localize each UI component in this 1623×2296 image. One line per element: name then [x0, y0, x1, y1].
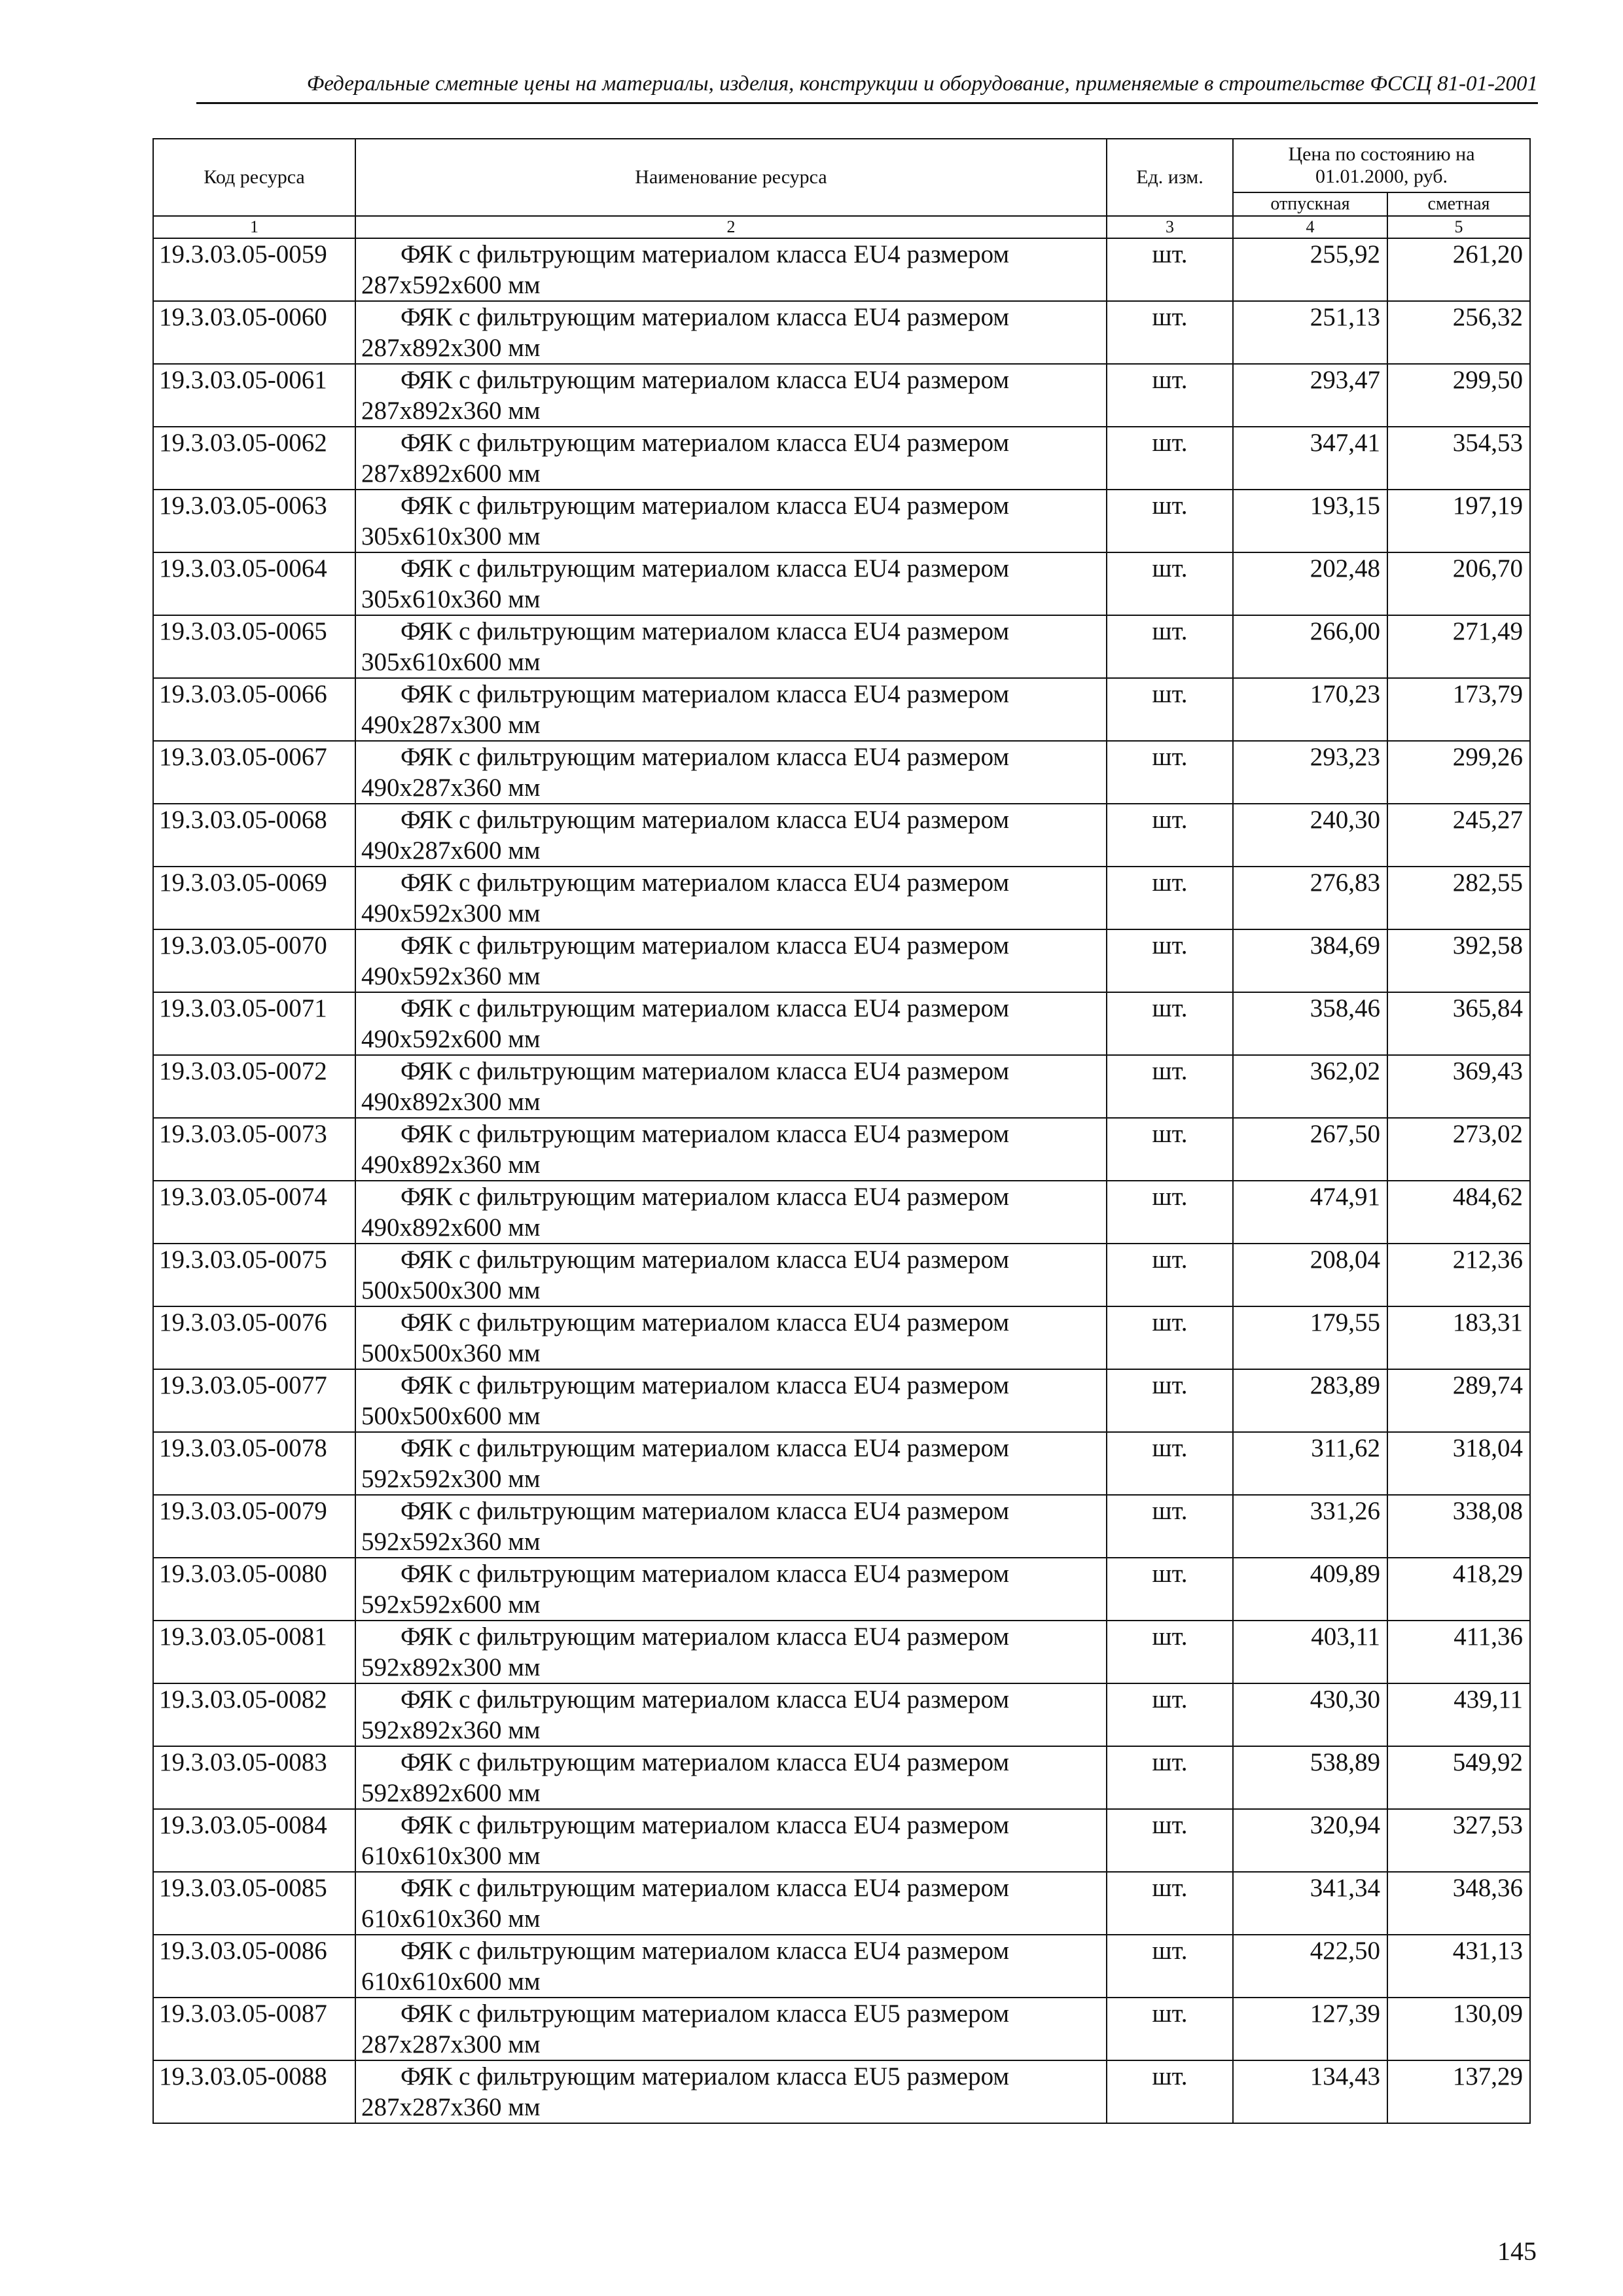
release-price: 293,47 — [1233, 364, 1387, 427]
estimate-price: 256,32 — [1387, 301, 1530, 364]
resource-name-line: ФЯК с фильтрующим материалом класса EU4 размером — [401, 994, 1010, 1022]
resource-name — [355, 364, 1107, 427]
resource-name — [355, 1244, 1107, 1306]
resource-code: 19.3.03.05-0072 — [153, 1055, 355, 1118]
resource-name — [355, 490, 1107, 552]
unit-of-measure: шт. — [1107, 1055, 1233, 1118]
release-price: 127,39 — [1233, 1998, 1387, 2060]
resource-name-line: ФЯК с фильтрующим материалом класса EU4 размером — [401, 1434, 1010, 1462]
resource-name — [355, 1872, 1107, 1935]
table-row — [153, 678, 1530, 741]
table-row — [153, 1621, 1530, 1683]
resource-name — [355, 1118, 1107, 1181]
estimate-price: 338,08 — [1387, 1495, 1530, 1558]
resource-code: 19.3.03.05-0081 — [153, 1621, 355, 1683]
unit-of-measure: шт. — [1107, 992, 1233, 1055]
resource-name — [355, 1495, 1107, 1558]
resource-name — [355, 301, 1107, 364]
table-row — [153, 867, 1530, 929]
resource-code: 19.3.03.05-0060 — [153, 301, 355, 364]
resource-code: 19.3.03.05-0086 — [153, 1935, 355, 1998]
resource-name-line: ФЯК с фильтрующим материалом класса EU4 размером — [401, 554, 1010, 583]
column-number: 5 — [1387, 216, 1530, 238]
resource-name-line: ФЯК с фильтрующим материалом класса EU4 размером — [401, 743, 1010, 771]
unit-of-measure: шт. — [1107, 1306, 1233, 1369]
estimate-price: 418,29 — [1387, 1558, 1530, 1621]
resource-code: 19.3.03.05-0087 — [153, 1998, 355, 2060]
resource-dimensions: 305x610x600 мм — [361, 648, 541, 676]
estimate-price: 206,70 — [1387, 552, 1530, 615]
resource-name — [355, 1998, 1107, 2060]
resource-name-line: ФЯК с фильтрующим материалом класса EU4 размером — [401, 1874, 1010, 1902]
resource-name — [355, 929, 1107, 992]
estimate-price: 299,50 — [1387, 364, 1530, 427]
table-row — [153, 301, 1530, 364]
resource-code: 19.3.03.05-0074 — [153, 1181, 355, 1244]
resource-code: 19.3.03.05-0073 — [153, 1118, 355, 1181]
estimate-price: 411,36 — [1387, 1621, 1530, 1683]
resource-name-line: ФЯК с фильтрующим материалом класса EU4 размером — [401, 806, 1010, 834]
resource-dimensions: 287x892x360 мм — [361, 397, 541, 425]
resource-name-line: ФЯК с фильтрующим материалом класса EU4 размером — [401, 1308, 1010, 1336]
resource-code: 19.3.03.05-0080 — [153, 1558, 355, 1621]
resource-dimensions: 287x287x360 мм — [361, 2093, 541, 2121]
resource-name-line: ФЯК с фильтрующим материалом класса EU4 размером — [401, 240, 1010, 268]
resource-name-line: ФЯК с фильтрующим материалом класса EU4 размером — [401, 1560, 1010, 1588]
release-price: 193,15 — [1233, 490, 1387, 552]
resource-dimensions: 592x892x600 мм — [361, 1779, 541, 1807]
resource-dimensions: 592x892x300 мм — [361, 1653, 541, 1681]
estimate-price: 484,62 — [1387, 1181, 1530, 1244]
table-row — [153, 1809, 1530, 1872]
release-price: 403,11 — [1233, 1621, 1387, 1683]
resource-code: 19.3.03.05-0075 — [153, 1244, 355, 1306]
running-header: Федеральные сметные цены на материалы, изделия, конструкции и оборудование, применяемые в строительстве ФССЦ 81-01-2001 — [306, 72, 1538, 96]
release-price: 255,92 — [1233, 238, 1387, 301]
resource-name — [355, 804, 1107, 867]
resource-name — [355, 1306, 1107, 1369]
release-price: 474,91 — [1233, 1181, 1387, 1244]
estimate-price: 282,55 — [1387, 867, 1530, 929]
unit-of-measure: шт. — [1107, 1935, 1233, 1998]
unit-of-measure: шт. — [1107, 1621, 1233, 1683]
table-row — [153, 1935, 1530, 1998]
resource-code: 19.3.03.05-0084 — [153, 1809, 355, 1872]
resource-dimensions: 610x610x600 мм — [361, 1967, 541, 1996]
resource-code: 19.3.03.05-0068 — [153, 804, 355, 867]
column-number: 3 — [1107, 216, 1233, 238]
resource-code: 19.3.03.05-0079 — [153, 1495, 355, 1558]
resource-name-line: ФЯК с фильтрующим материалом класса EU4 размером — [401, 869, 1010, 897]
unit-of-measure: шт. — [1107, 1118, 1233, 1181]
estimate-price: 299,26 — [1387, 741, 1530, 804]
table-row — [153, 1495, 1530, 1558]
estimate-price: 439,11 — [1387, 1683, 1530, 1746]
resource-code: 19.3.03.05-0071 — [153, 992, 355, 1055]
unit-of-measure: шт. — [1107, 1998, 1233, 2060]
resource-name-line: ФЯК с фильтрующим материалом класса EU4 размером — [401, 617, 1010, 645]
resource-dimensions: 592x892x360 мм — [361, 1716, 541, 1744]
resource-name-line: ФЯК с фильтрующим материалом класса EU5 размером — [401, 2000, 1010, 2028]
release-price: 202,48 — [1233, 552, 1387, 615]
table-row — [153, 804, 1530, 867]
resource-dimensions: 490x592x600 мм — [361, 1025, 541, 1053]
resource-dimensions: 592x592x300 мм — [361, 1465, 541, 1493]
estimate-price: 261,20 — [1387, 238, 1530, 301]
resource-name-line: ФЯК с фильтрующим материалом класса EU4 размером — [401, 1811, 1010, 1839]
table-row — [153, 238, 1530, 301]
unit-of-measure: шт. — [1107, 1872, 1233, 1935]
unit-of-measure: шт. — [1107, 929, 1233, 992]
resource-code: 19.3.03.05-0082 — [153, 1683, 355, 1746]
estimate-price: 173,79 — [1387, 678, 1530, 741]
resource-name-line: ФЯК с фильтрующим материалом класса EU4 размером — [401, 1497, 1010, 1525]
unit-of-measure: шт. — [1107, 1244, 1233, 1306]
resource-dimensions: 490x892x600 мм — [361, 1213, 541, 1242]
unit-of-measure: шт. — [1107, 1432, 1233, 1495]
resource-name — [355, 1746, 1107, 1809]
resource-name-line: ФЯК с фильтрующим материалом класса EU4 размером — [401, 303, 1010, 331]
resource-name-line: ФЯК с фильтрующим материалом класса EU4 размером — [401, 1246, 1010, 1274]
estimate-price: 431,13 — [1387, 1935, 1530, 1998]
table-row — [153, 1181, 1530, 1244]
price-table — [152, 138, 1531, 2124]
unit-of-measure: шт. — [1107, 678, 1233, 741]
resource-dimensions: 592x592x360 мм — [361, 1528, 541, 1556]
resource-name-line: ФЯК с фильтрующим материалом класса EU5 размером — [401, 2062, 1010, 2090]
unit-of-measure: шт. — [1107, 615, 1233, 678]
column-number: 1 — [153, 216, 355, 238]
resource-code: 19.3.03.05-0059 — [153, 238, 355, 301]
resource-code: 19.3.03.05-0069 — [153, 867, 355, 929]
resource-name-line: ФЯК с фильтрующим материалом класса EU4 размером — [401, 931, 1010, 960]
release-price: 170,23 — [1233, 678, 1387, 741]
table-row — [153, 552, 1530, 615]
table-row — [153, 1055, 1530, 1118]
unit-of-measure: шт. — [1107, 427, 1233, 490]
resource-name — [355, 1809, 1107, 1872]
estimate-price: 289,74 — [1387, 1369, 1530, 1432]
estimate-price: 197,19 — [1387, 490, 1530, 552]
resource-dimensions: 490x592x360 мм — [361, 962, 541, 990]
resource-code: 19.3.03.05-0062 — [153, 427, 355, 490]
header-code: Код ресурса — [153, 139, 355, 216]
resource-name — [355, 1558, 1107, 1621]
resource-name-line: ФЯК с фильтрующим материалом класса EU4 размером — [401, 680, 1010, 708]
resource-dimensions: 490x592x300 мм — [361, 899, 541, 927]
table-row — [153, 992, 1530, 1055]
estimate-price: 318,04 — [1387, 1432, 1530, 1495]
resource-name — [355, 741, 1107, 804]
unit-of-measure: шт. — [1107, 741, 1233, 804]
unit-of-measure: шт. — [1107, 867, 1233, 929]
resource-name — [355, 427, 1107, 490]
price-table-container — [152, 138, 1529, 2124]
estimate-price: 369,43 — [1387, 1055, 1530, 1118]
table-row — [153, 1306, 1530, 1369]
table-row — [153, 1683, 1530, 1746]
resource-name — [355, 1683, 1107, 1746]
unit-of-measure: шт. — [1107, 2060, 1233, 2123]
estimate-price: 365,84 — [1387, 992, 1530, 1055]
resource-name-line: ФЯК с фильтрующим материалом класса EU4 размером — [401, 492, 1010, 520]
table-row — [153, 490, 1530, 552]
release-price: 422,50 — [1233, 1935, 1387, 1998]
release-price: 208,04 — [1233, 1244, 1387, 1306]
release-price: 409,89 — [1233, 1558, 1387, 1621]
estimate-price: 271,49 — [1387, 615, 1530, 678]
estimate-price: 354,53 — [1387, 427, 1530, 490]
estimate-price: 392,58 — [1387, 929, 1530, 992]
resource-name — [355, 1369, 1107, 1432]
resource-dimensions: 490x892x360 мм — [361, 1151, 541, 1179]
header-price-group: Цена по состоянию на 01.01.2000, руб. — [1233, 139, 1530, 192]
header-name: Наименование ресурса — [355, 139, 1107, 216]
resource-code: 19.3.03.05-0065 — [153, 615, 355, 678]
unit-of-measure: шт. — [1107, 1369, 1233, 1432]
resource-name-line: ФЯК с фильтрующим материалом класса EU4 размером — [401, 1120, 1010, 1148]
resource-name-line: ФЯК с фильтрующим материалом класса EU4 размером — [401, 366, 1010, 394]
release-price: 266,00 — [1233, 615, 1387, 678]
unit-of-measure: шт. — [1107, 1558, 1233, 1621]
resource-code: 19.3.03.05-0077 — [153, 1369, 355, 1432]
resource-dimensions: 490x892x300 мм — [361, 1088, 541, 1116]
resource-name-line: ФЯК с фильтрующим материалом класса EU4 размером — [401, 1685, 1010, 1713]
column-number: 2 — [355, 216, 1107, 238]
table-row — [153, 427, 1530, 490]
unit-of-measure: шт. — [1107, 1683, 1233, 1746]
resource-code: 19.3.03.05-0076 — [153, 1306, 355, 1369]
release-price: 331,26 — [1233, 1495, 1387, 1558]
resource-code: 19.3.03.05-0066 — [153, 678, 355, 741]
resource-dimensions: 500x500x600 мм — [361, 1402, 541, 1430]
resource-code: 19.3.03.05-0064 — [153, 552, 355, 615]
table-row — [153, 1369, 1530, 1432]
resource-dimensions: 500x500x300 мм — [361, 1276, 541, 1304]
estimate-price: 245,27 — [1387, 804, 1530, 867]
resource-dimensions: 500x500x360 мм — [361, 1339, 541, 1367]
resource-dimensions: 610x610x300 мм — [361, 1842, 541, 1870]
table-row — [153, 364, 1530, 427]
unit-of-measure: шт. — [1107, 1181, 1233, 1244]
resource-code: 19.3.03.05-0078 — [153, 1432, 355, 1495]
resource-name — [355, 1432, 1107, 1495]
release-price: 362,02 — [1233, 1055, 1387, 1118]
resource-name-line: ФЯК с фильтрующим материалом класса EU4 размером — [401, 1623, 1010, 1651]
resource-name-line: ФЯК с фильтрующим материалом класса EU4 размером — [401, 1937, 1010, 1965]
unit-of-measure: шт. — [1107, 552, 1233, 615]
table-row — [153, 929, 1530, 992]
resource-name — [355, 992, 1107, 1055]
resource-code: 19.3.03.05-0088 — [153, 2060, 355, 2123]
table-body — [153, 238, 1530, 2123]
table-row — [153, 1558, 1530, 1621]
resource-name — [355, 678, 1107, 741]
resource-name — [355, 1181, 1107, 1244]
resource-dimensions: 287x892x600 мм — [361, 459, 541, 488]
resource-name-line: ФЯК с фильтрующим материалом класса EU4 размером — [401, 1057, 1010, 1085]
resource-dimensions: 305x610x360 мм — [361, 585, 541, 613]
unit-of-measure: шт. — [1107, 1495, 1233, 1558]
release-price: 311,62 — [1233, 1432, 1387, 1495]
resource-code: 19.3.03.05-0083 — [153, 1746, 355, 1809]
unit-of-measure: шт. — [1107, 490, 1233, 552]
table-row — [153, 1998, 1530, 2060]
resource-name — [355, 238, 1107, 301]
resource-name-line: ФЯК с фильтрующим материалом класса EU4 размером — [401, 1183, 1010, 1211]
release-price: 251,13 — [1233, 301, 1387, 364]
resource-name — [355, 1055, 1107, 1118]
resource-code: 19.3.03.05-0085 — [153, 1872, 355, 1935]
table-row — [153, 615, 1530, 678]
unit-of-measure: шт. — [1107, 1746, 1233, 1809]
resource-dimensions: 287x287x300 мм — [361, 2030, 541, 2058]
header-unit: Ед. изм. — [1107, 139, 1233, 216]
resource-dimensions: 610x610x360 мм — [361, 1905, 541, 1933]
page-number: 145 — [1497, 2236, 1537, 2266]
table-row — [153, 1746, 1530, 1809]
release-price: 347,41 — [1233, 427, 1387, 490]
release-price: 341,34 — [1233, 1872, 1387, 1935]
table-row — [153, 1432, 1530, 1495]
table-row — [153, 1244, 1530, 1306]
resource-name — [355, 552, 1107, 615]
table-row — [153, 2060, 1530, 2123]
estimate-price: 130,09 — [1387, 1998, 1530, 2060]
header-rule — [196, 102, 1538, 104]
resource-dimensions: 305x610x300 мм — [361, 522, 541, 550]
unit-of-measure: шт. — [1107, 364, 1233, 427]
release-price: 384,69 — [1233, 929, 1387, 992]
unit-of-measure: шт. — [1107, 804, 1233, 867]
resource-dimensions: 490x287x600 мм — [361, 836, 541, 865]
resource-dimensions: 490x287x360 мм — [361, 774, 541, 802]
unit-of-measure: шт. — [1107, 238, 1233, 301]
column-number: 4 — [1233, 216, 1387, 238]
resource-name-line: ФЯК с фильтрующим материалом класса EU4 размером — [401, 429, 1010, 457]
header-estimate-price: сметная — [1387, 192, 1530, 216]
resource-dimensions: 287x892x300 мм — [361, 334, 541, 362]
release-price: 293,23 — [1233, 741, 1387, 804]
release-price: 320,94 — [1233, 1809, 1387, 1872]
release-price: 134,43 — [1233, 2060, 1387, 2123]
resource-name-line: ФЯК с фильтрующим материалом класса EU4 размером — [401, 1371, 1010, 1399]
estimate-price: 137,29 — [1387, 2060, 1530, 2123]
unit-of-measure: шт. — [1107, 301, 1233, 364]
release-price: 179,55 — [1233, 1306, 1387, 1369]
release-price: 358,46 — [1233, 992, 1387, 1055]
release-price: 276,83 — [1233, 867, 1387, 929]
resource-dimensions: 490x287x300 мм — [361, 711, 541, 739]
resource-name-line: ФЯК с фильтрующим материалом класса EU4 размером — [401, 1748, 1010, 1776]
release-price: 267,50 — [1233, 1118, 1387, 1181]
resource-code: 19.3.03.05-0070 — [153, 929, 355, 992]
release-price: 538,89 — [1233, 1746, 1387, 1809]
table-row — [153, 1118, 1530, 1181]
estimate-price: 549,92 — [1387, 1746, 1530, 1809]
resource-code: 19.3.03.05-0061 — [153, 364, 355, 427]
resource-code: 19.3.03.05-0067 — [153, 741, 355, 804]
estimate-price: 327,53 — [1387, 1809, 1530, 1872]
estimate-price: 212,36 — [1387, 1244, 1530, 1306]
resource-dimensions: 287x592x600 мм — [361, 271, 541, 299]
resource-name — [355, 1935, 1107, 1998]
resource-name — [355, 867, 1107, 929]
unit-of-measure: шт. — [1107, 1809, 1233, 1872]
release-price: 240,30 — [1233, 804, 1387, 867]
resource-name — [355, 615, 1107, 678]
estimate-price: 183,31 — [1387, 1306, 1530, 1369]
resource-name — [355, 2060, 1107, 2123]
resource-dimensions: 592x592x600 мм — [361, 1590, 541, 1619]
table-row — [153, 1872, 1530, 1935]
release-price: 283,89 — [1233, 1369, 1387, 1432]
estimate-price: 273,02 — [1387, 1118, 1530, 1181]
table-row — [153, 741, 1530, 804]
resource-name — [355, 1621, 1107, 1683]
header-release-price: отпускная — [1233, 192, 1387, 216]
estimate-price: 348,36 — [1387, 1872, 1530, 1935]
resource-code: 19.3.03.05-0063 — [153, 490, 355, 552]
release-price: 430,30 — [1233, 1683, 1387, 1746]
